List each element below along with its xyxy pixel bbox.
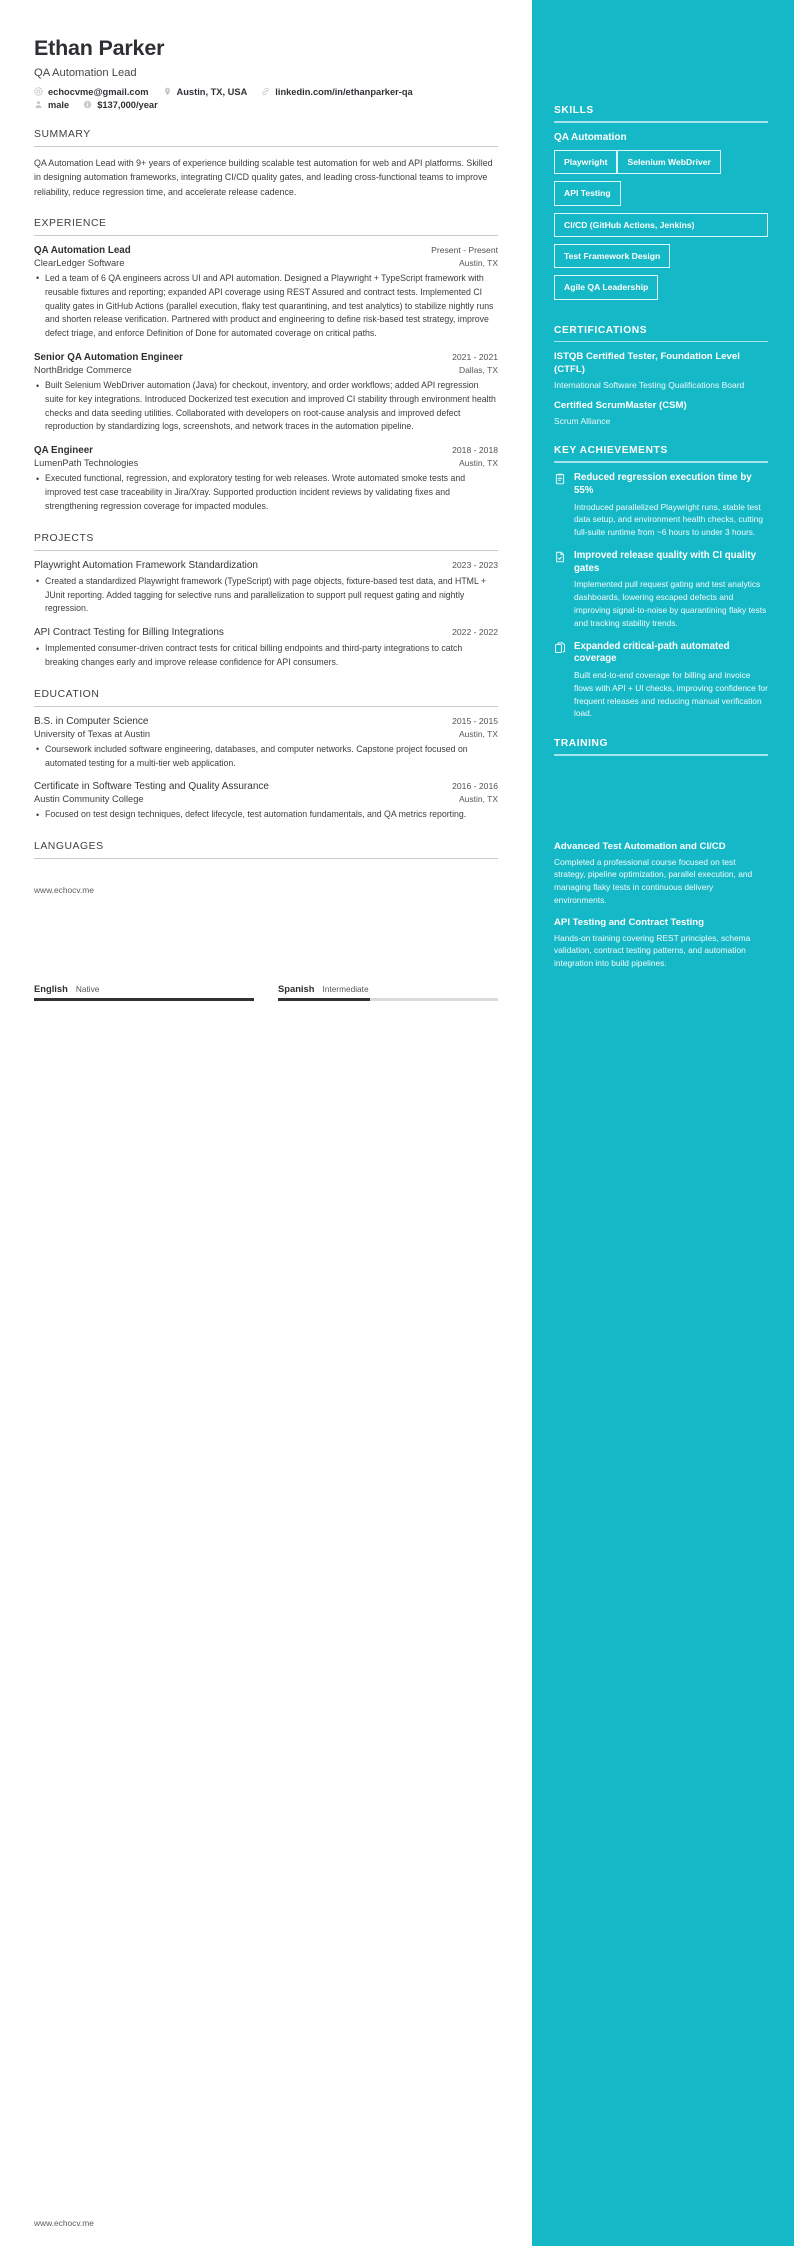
certification-name: Certified ScrumMaster (CSM) xyxy=(554,400,687,412)
bullet-item: • Built Selenium WebDriver automation (Java) for checkout, inventory, and order workflows; added API regression suite for key integrations. Introduced Dockerized test execution and improved CI stability through environment health checks and data seeding utilities. Collaborated with developers on root-cause analysis and improved defect reproduction by standardizing logs, screenshots, and network traces in the automation pipeline. xyxy=(45,379,498,434)
bullet-list xyxy=(34,642,498,670)
achievement-description: Built end-to-end coverage for billing and invoice flows with API + UI checks, improving confidence for frequent releases and reducing manual verification load. xyxy=(574,670,768,719)
summary-text: QA Automation Lead with 9+ years of experience building scalable test automation for web and API platforms. Skilled in designing automation frameworks, integrating CI/CD quality gates, and leading cross-functional teams to improve reliability, reduce regression time, and accelerate release cadence. xyxy=(34,157,493,197)
achievement-text xyxy=(574,641,768,721)
achievement-description: Introduced parallelized Playwright runs, stable test data setup, and environment health checks, cutting full-suite runtime from ~6 hours to under 3 hours. xyxy=(574,501,764,538)
sidebar-section-training xyxy=(554,738,768,970)
list-item xyxy=(34,352,498,434)
contact-email xyxy=(34,87,149,97)
certification-issuer: Scrum Alliance xyxy=(554,416,611,427)
section-education xyxy=(34,689,498,822)
training-description: Completed a professional course focused on test strategy, pipeline optimization, parallel execution, and managing flaky tests in continuous delivery environments. xyxy=(554,856,753,906)
clipboard-icon xyxy=(554,473,566,485)
section-summary xyxy=(34,129,498,199)
email-icon xyxy=(34,87,43,96)
bullet-item: • Created a standardized Playwright framework (TypeScript) with page objects, fixture-based test data, and HTML + JUnit reporting. Added tagging for selective runs and parallelization to support pull request gating and nightly regression. xyxy=(45,575,498,616)
entry-organization: Austin Community College xyxy=(34,794,144,805)
entry-organization: NorthBridge Commerce xyxy=(34,365,132,376)
list-item xyxy=(34,245,498,341)
skill-chip: Playwright xyxy=(554,150,617,174)
achievement-item xyxy=(554,472,768,539)
section-languages xyxy=(34,841,498,1001)
bullet-item: • Led a team of 6 QA engineers across UI and API automation. Designed a Playwright + TypeScript framework with reusable fixtures and reporting; expanded API coverage using REST Assured and contract tests. Implemented CI quality gates in GitHub Actions (parallel execution, flaky test quarantining, and test analytics) to stabilize nightly runs and shorten release verification. Partnered with product and engineering to define risk-based test strategy, improve defect triage, and enforce Definition of Done for automated coverage on critical paths. xyxy=(45,272,498,341)
entry-title: Playwright Automation Framework Standardization xyxy=(34,559,258,571)
achievement-item xyxy=(554,550,768,630)
summary-title: SUMMARY xyxy=(34,128,91,140)
entry-header xyxy=(34,627,498,638)
section-projects xyxy=(34,533,498,670)
sidebar-section-certifications xyxy=(554,325,768,428)
training-spacer xyxy=(554,765,768,841)
entry-header xyxy=(34,716,498,727)
link-icon xyxy=(261,87,270,96)
contact-gender xyxy=(34,100,69,110)
skill-chip: Test Framework Design xyxy=(554,244,670,268)
entry-subheader xyxy=(34,365,498,375)
headline: QA Automation Lead xyxy=(34,66,137,79)
entry-location: Austin, TX xyxy=(458,458,498,469)
list-item xyxy=(34,716,498,771)
divider xyxy=(554,754,768,756)
entry-title: Senior QA Automation Engineer xyxy=(34,352,183,364)
contact-info xyxy=(34,87,498,110)
projects-list xyxy=(34,560,498,670)
entry-title: B.S. in Computer Science xyxy=(34,715,149,727)
languages-title: LANGUAGES xyxy=(34,841,104,853)
language-item xyxy=(34,983,254,1001)
bullet-item: • Focused on test design techniques, defect lifecycle, test automation fundamentals, and QA metrics reporting. xyxy=(45,808,498,822)
entry-dates: 2015 - 2015 xyxy=(452,715,498,726)
entry-title: Certificate in Software Testing and Quality Assurance xyxy=(34,781,269,793)
certifications-list xyxy=(554,351,768,427)
contact-email-text: echocvme@gmail.com xyxy=(48,86,149,97)
entry-dates: 2018 - 2018 xyxy=(452,445,498,456)
bullet-item: • Implemented consumer-driven contract tests for critical billing endpoints and third-party integrations to catch breaking changes early and improve release confidence for API consumers. xyxy=(45,642,498,670)
divider xyxy=(554,461,768,463)
entry-header xyxy=(34,560,498,571)
contact-location xyxy=(163,87,248,97)
contact-linkedin-text: linkedin.com/in/ethanparker-qa xyxy=(275,86,413,97)
entry-organization: ClearLedger Software xyxy=(34,257,125,268)
entry-subheader xyxy=(34,794,498,804)
entry-title: QA Automation Lead xyxy=(34,244,131,256)
contact-salary xyxy=(83,100,158,110)
achievement-description: Implemented pull request gating and test analytics dashboards, lowering escaped defects and improving signal-to-noise by quarantining flaky tests and tracking stability trends. xyxy=(574,579,767,628)
achievement-text xyxy=(574,550,768,630)
training-list xyxy=(554,841,768,970)
entry-header xyxy=(34,352,498,363)
entry-location: Austin, TX xyxy=(458,257,498,268)
list-item xyxy=(34,627,498,670)
skill-chip: Selenium WebDriver xyxy=(617,150,720,174)
entry-location: Dallas, TX xyxy=(458,365,498,376)
language-name: Spanish xyxy=(278,983,315,995)
entry-subheader xyxy=(34,458,498,468)
contact-gender-text: male xyxy=(48,99,70,110)
bullet-list xyxy=(34,743,498,771)
entry-dates: 2016 - 2016 xyxy=(452,781,498,792)
entry-organization: LumenPath Technologies xyxy=(34,458,139,469)
language-level: Native xyxy=(75,984,100,995)
training-item xyxy=(554,841,768,907)
entry-subheader xyxy=(34,729,498,739)
entry-header xyxy=(34,445,498,456)
training-description: Hands-on training covering REST principles, schema validation, contract testing patterns, and automation integration into build pipelines. xyxy=(554,932,751,969)
copy-documents-icon xyxy=(554,642,566,654)
experience-title: EXPERIENCE xyxy=(34,217,107,229)
document-check-icon xyxy=(554,551,566,563)
watermark-top: www.echocv.me xyxy=(34,885,94,896)
contact-salary-text: $137,000/year xyxy=(97,99,158,110)
divider xyxy=(554,121,768,123)
skill-group-name: QA Automation xyxy=(554,131,627,143)
language-item xyxy=(278,983,498,1001)
contact-row-1 xyxy=(34,87,498,97)
languages-list xyxy=(34,983,498,1001)
entry-header xyxy=(34,781,498,792)
entry-title: API Contract Testing for Billing Integrations xyxy=(34,627,224,639)
entry-dates: 2021 - 2021 xyxy=(452,352,498,363)
divider xyxy=(34,706,498,707)
divider xyxy=(34,858,498,859)
entry-organization: University of Texas at Austin xyxy=(34,728,151,739)
location-pin-icon xyxy=(163,87,172,96)
achievement-item xyxy=(554,641,768,721)
bullet-item: • Coursework included software engineering, databases, and computer networks. Capstone project focused on automated testing for a multi-tier web application. xyxy=(45,743,498,771)
skill-chip: API Testing xyxy=(554,181,621,205)
divider xyxy=(34,550,498,551)
list-item xyxy=(34,781,498,822)
entry-title: QA Engineer xyxy=(34,445,93,457)
language-name: English xyxy=(34,983,68,995)
watermark-bottom: www.echocv.me xyxy=(34,2218,94,2228)
resume-content xyxy=(0,0,794,1001)
sidebar-section-skills xyxy=(554,105,768,307)
certification-item xyxy=(554,400,768,427)
certification-name: ISTQB Certified Tester, Foundation Level (CTFL) xyxy=(554,351,740,376)
entry-location: Austin, TX xyxy=(458,794,498,805)
contact-linkedin[interactable] xyxy=(261,87,412,97)
skills-chip-list xyxy=(554,150,768,307)
bullet-list xyxy=(34,272,498,341)
skills-title: SKILLS xyxy=(554,105,594,116)
entry-dates: 2023 - 2023 xyxy=(452,559,498,570)
certification-item xyxy=(554,351,768,391)
entry-location: Austin, TX xyxy=(458,728,498,739)
contact-row-2 xyxy=(34,100,498,110)
section-experience xyxy=(34,218,498,514)
language-header xyxy=(34,983,254,994)
education-title: EDUCATION xyxy=(34,688,100,700)
language-proficiency-fill xyxy=(278,998,370,1001)
bullet-list xyxy=(34,379,498,434)
person-icon xyxy=(34,100,43,109)
language-proficiency-fill xyxy=(34,998,254,1001)
skill-chip: CI/CD (GitHub Actions, Jenkins) xyxy=(554,213,768,237)
list-item xyxy=(34,445,498,513)
achievement-text xyxy=(574,472,768,539)
bullet-item: • Executed functional, regression, and exploratory testing for web releases. Wrote automated smoke tests and improved test case traceability in Jira/Xray. Supported production incident reviews by validating fixes and strengthening regression coverage for impacted modules. xyxy=(45,472,498,513)
training-name: API Testing and Contract Testing xyxy=(554,916,704,928)
certifications-title: CERTIFICATIONS xyxy=(554,324,648,336)
divider xyxy=(554,341,768,343)
language-proficiency-bar xyxy=(34,998,254,1001)
experience-list xyxy=(34,245,498,514)
achievement-title: Expanded critical-path automated coverage xyxy=(574,640,730,665)
entry-header xyxy=(34,245,498,256)
entry-dates: 2022 - 2022 xyxy=(452,627,498,638)
info-icon xyxy=(83,100,92,109)
language-proficiency-bar xyxy=(278,998,498,1001)
achievements-title: KEY ACHIEVEMENTS xyxy=(554,445,668,457)
achievement-title: Improved release quality with CI quality gates xyxy=(574,549,756,574)
skill-chip: Agile QA Leadership xyxy=(554,275,658,299)
bullet-list xyxy=(34,808,498,822)
entry-subheader xyxy=(34,258,498,268)
list-item xyxy=(34,560,498,616)
main-column xyxy=(0,0,532,1001)
bullet-list xyxy=(34,472,498,513)
achievements-list xyxy=(554,472,768,720)
page-title: Ethan Parker xyxy=(34,36,165,60)
training-name: Advanced Test Automation and CI/CD xyxy=(554,840,726,852)
entry-dates: Present - Present xyxy=(431,244,498,255)
certification-issuer: International Software Testing Qualifications Board xyxy=(554,380,745,391)
sidebar-section-achievements xyxy=(554,445,768,720)
bullet-list xyxy=(34,575,498,616)
achievement-title: Reduced regression execution time by 55% xyxy=(574,471,752,496)
education-list xyxy=(34,716,498,822)
contact-location-text: Austin, TX, USA xyxy=(176,86,248,97)
sidebar-column xyxy=(532,0,794,988)
divider xyxy=(34,146,498,147)
language-level: Intermediate xyxy=(322,984,369,995)
projects-title: PROJECTS xyxy=(34,532,94,544)
language-header xyxy=(278,983,498,994)
training-item xyxy=(554,917,768,970)
training-title: TRAINING xyxy=(554,738,609,750)
divider xyxy=(34,235,498,236)
